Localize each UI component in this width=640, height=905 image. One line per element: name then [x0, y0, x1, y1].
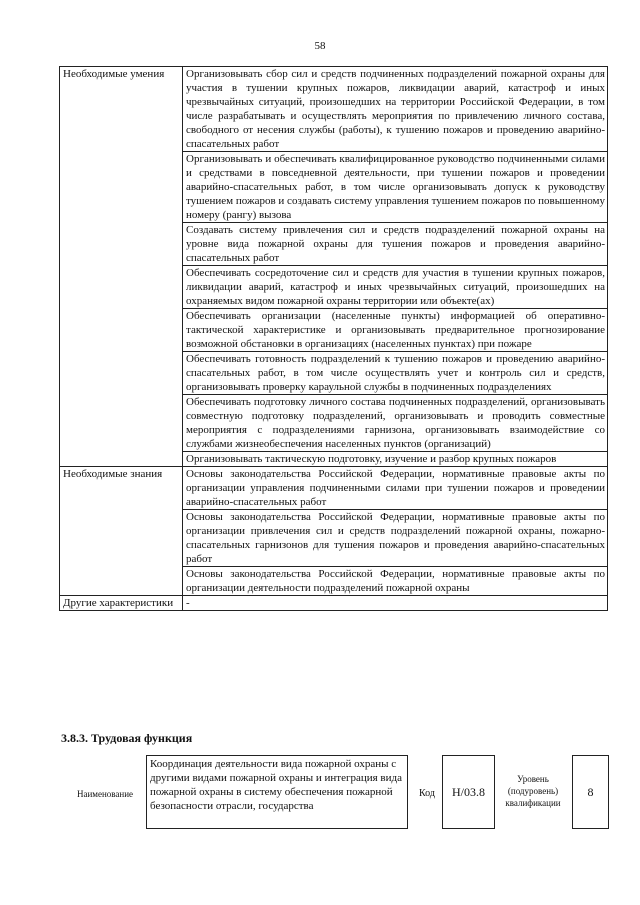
skills-label: Необходимые умения — [60, 67, 183, 467]
qualification-level-label-line: Уровень — [517, 774, 549, 784]
skill-item: Обеспечивать сосредоточение сил и средств для участия в тушении крупных пожаров, ликвидации аварий, катастроф и иных чрезвычайных ситуаций, произошедших на охраняемых видом пожарной охраны территории или объекте(ах) — [183, 266, 608, 309]
skill-item: Обеспечивать подготовку личного состава подчиненных подразделений, организовывать совместную подготовку подразделений, организовывать и проводить совместные мероприятия с подразделениями гарнизона, организовывать взаимодействие со службами жизнеобеспечения населенных пунктов (организаций) — [183, 395, 608, 452]
skill-item: Создавать систему привлечения сил и средств подразделений пожарной охраны на уровне вида пожарной охраны для тушения пожаров и проведения аварийно-спасательных работ — [183, 223, 608, 266]
qualification-level-label — [497, 773, 569, 809]
qualification-level-label-line: (подуровень) — [507, 786, 559, 796]
skill-item: Обеспечивать готовность подразделений к тушению пожаров и проведению аварийно-спасательных работ, в том числе осуществлять учет и контроль сил и средств, организовывать проверку караульной службы в подчиненных подразделениях — [183, 352, 608, 395]
table-row — [60, 467, 608, 510]
knowledge-item: Основы законодательства Российской Федерации, нормативные правовые акты по организации привлечения сил и средств подразделений пожарной охраны, пожарно-спасательных гарнизонов для тушения пожаров и проведения аварийно-спасательных работ — [183, 510, 608, 567]
function-name-label: Наименование — [76, 789, 134, 799]
function-code-value: H/03.8 — [442, 755, 495, 829]
skill-item: Организовывать и обеспечивать квалифицированное руководство подчиненными силами и средствами в повседневной деятельности, при тушении пожаров и проведении аварийно-спасательных работ, в том числе организовывать допуск к руководству тушением пожаров и создавать систему управления тушением пожаров по повышенному номеру (рангу) вызова — [183, 152, 608, 223]
skill-item: Организовывать сбор сил и средств подчиненных подразделений пожарной охраны для участия в тушении крупных пожаров, ликвидации аварий, катастроф и иных чрезвычайных ситуаций, произошедших на территории Российской Федерации, в том числе разрабатывать и осуществлять мероприятия по привлечению личного состава, свободного от несения службы (работы), к тушению пожаров и проведению аварийно-спасательных работ — [183, 67, 608, 152]
table-row — [60, 67, 608, 152]
knowledge-item: Основы законодательства Российской Федерации, нормативные правовые акты по организации деятельности подразделений пожарной охраны — [183, 567, 608, 596]
skill-item: Обеспечивать организации (населенные пункты) информацией об оперативно-тактической характеристике и организовывать предварительное прогнозирование возможной обстановки в организациях (населенных пунктах) при пожаре — [183, 309, 608, 352]
qualification-level-value: 8 — [572, 755, 609, 829]
section-heading: 3.8.3. Трудовая функция — [61, 731, 193, 745]
page-number: 58 — [314, 40, 326, 52]
function-name-value: Координация деятельности вида пожарной охраны с другими видами пожарной охраны и интеграция вида пожарной охраны в систему обеспечения пожарной безопасности отрасли, государства — [146, 755, 408, 829]
knowledge-label: Необходимые знания — [60, 467, 183, 596]
other-label: Другие характеристики — [60, 596, 183, 611]
qualification-level-label-line: квалификации — [505, 798, 561, 808]
competency-table — [59, 66, 608, 611]
other-value: - — [183, 596, 608, 611]
table-row — [60, 596, 608, 611]
function-code-label: Код — [419, 788, 435, 799]
skill-item: Организовывать тактическую подготовку, изучение и разбор крупных пожаров — [183, 452, 608, 467]
knowledge-item: Основы законодательства Российской Федерации, нормативные правовые акты по организации управления подчиненными силами при тушении пожаров и проведении аварийно-спасательных работ — [183, 467, 608, 510]
